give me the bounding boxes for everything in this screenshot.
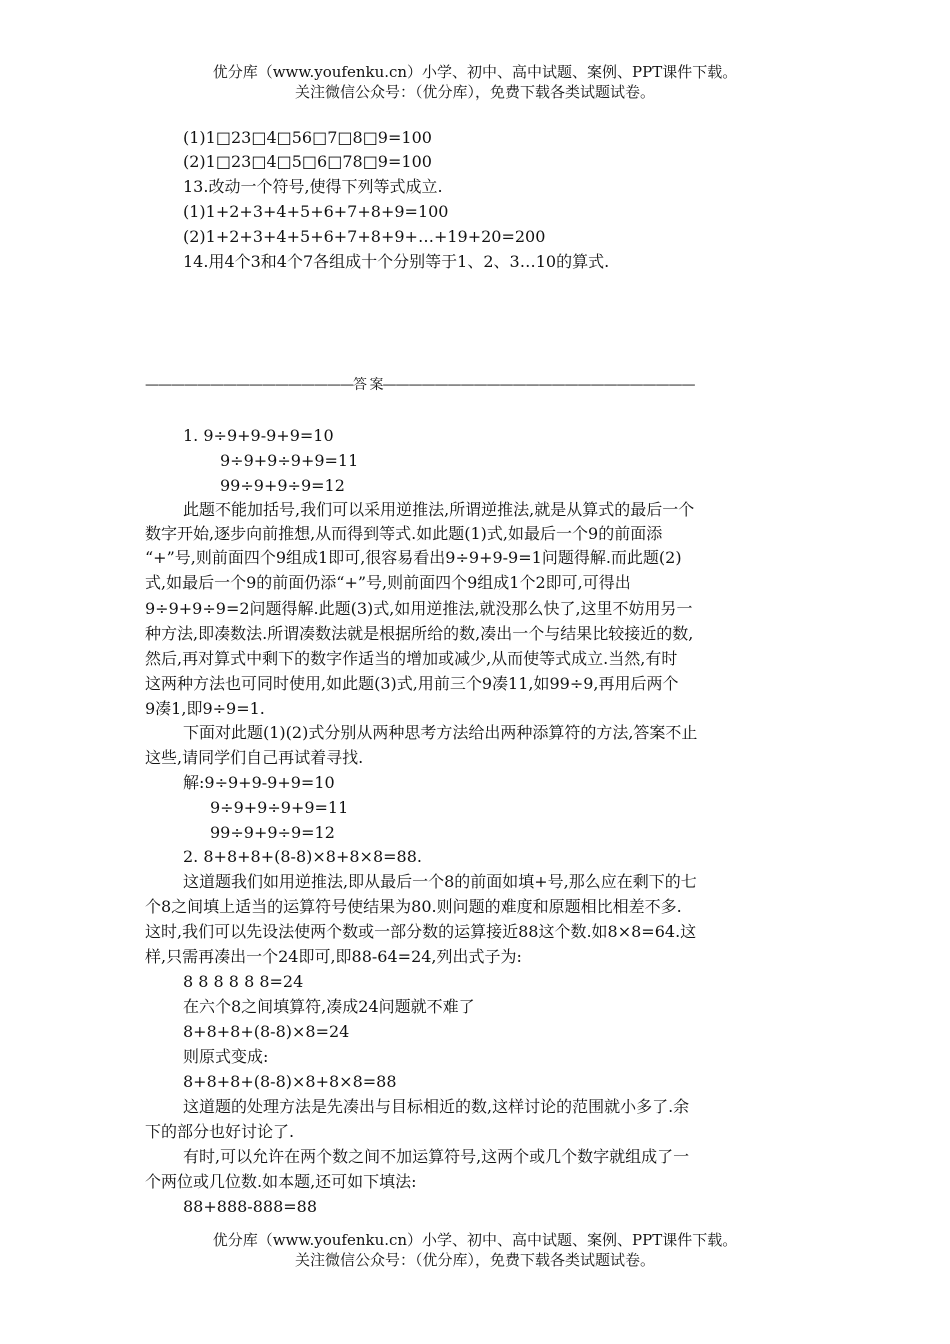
answer-line: 此题不能加括号,我们可以采用逆推法,所谓逆推法,就是从算式的最后一个: [183, 500, 695, 519]
question-line: (2)1□23□4□5□6□78□9=100: [183, 152, 432, 171]
answer-line: “+”号,则前面四个9组成1即可,很容易看出9÷9+9-9=1问题得解.而此题(2): [145, 548, 682, 567]
question-line: 13.改动一个符号,使得下列等式成立.: [183, 177, 443, 196]
answer-line: 这些,请同学们自己再试着寻找.: [145, 748, 364, 767]
answer-separator: ————————————————答 案————————————————————————: [145, 377, 695, 393]
footer-line-2: 关注微信公众号：（优分库），免费下载各类试题试卷。: [294, 1251, 655, 1269]
answer-line: 个两位或几位数.如本题,还可如下填法:: [145, 1172, 417, 1191]
answer-line: 2. 8+8+8+(8-8)×8+8×8=88.: [183, 847, 422, 866]
answer-line: 9凑1,即9÷9=1.: [145, 699, 265, 718]
answer-line: 99÷9+9÷9=12: [210, 823, 335, 842]
header-line-2: 关注微信公众号：（优分库），免费下载各类试题试卷。: [294, 83, 655, 101]
answer-line: 样,只需再凑出一个24即可,即88-64=24,列出式子为:: [145, 947, 522, 966]
answer-line: 9÷9+9÷9+9=11: [210, 798, 349, 817]
page-footer: [0, 1230, 950, 1270]
answer-line: 式,如最后一个9的前面仍添“+”号,则前面四个9组成1个2即可,可得出: [145, 573, 631, 592]
question-line: (1)1+2+3+4+5+6+7+8+9=100: [183, 202, 449, 221]
footer-line-1: 优分库（www.youfenku.cn）小学、初中、高中试题、案例、PPT课件下载。: [212, 1231, 738, 1249]
answer-line: 这道题的处理方法是先凑出与目标相近的数,这样讨论的范围就小多了.余: [183, 1097, 690, 1116]
answer-line: 9÷9+9÷9+9=11: [220, 451, 359, 470]
answer-line: 99÷9+9÷9=12: [220, 476, 345, 495]
answer-line: 有时,可以允许在两个数之间不加运算符号,这两个或几个数字就组成了一: [183, 1147, 690, 1166]
answer-line: 1. 9÷9+9-9+9=10: [183, 426, 334, 445]
answer-line: 88+888-888=88: [183, 1197, 318, 1216]
answer-line: 解:9÷9+9-9+9=10: [183, 773, 335, 792]
answer-line: 下面对此题(1)(2)式分别从两种思考方法给出两种添算符的方法,答案不止: [183, 723, 698, 742]
answer-line: 个8之间填上适当的运算符号使结果为80.则问题的难度和原题相比相差不多.: [145, 897, 682, 916]
question-line: (2)1+2+3+4+5+6+7+8+9+…+19+20=200: [183, 227, 546, 246]
answer-line: 9÷9+9÷9=2问题得解.此题(3)式,如用逆推法,就没那么快了,这里不妨用另一: [145, 599, 693, 618]
answer-line: 8+8+8+(8-8)×8=24: [183, 1022, 350, 1041]
answer-line: 这道题我们如用逆推法,即从最后一个8的前面如填+号,那么应在剩下的七: [183, 872, 697, 891]
header-line-1: 优分库（www.youfenku.cn）小学、初中、高中试题、案例、PPT课件下载。: [212, 63, 738, 81]
page-header: [0, 62, 950, 102]
answer-line: 8+8+8+(8-8)×8+8×8=88: [183, 1072, 397, 1091]
answer-line: 这两种方法也可同时使用,如此题(3)式,用前三个9凑11,如99÷9,再用后两个: [145, 674, 679, 693]
answer-line: 8 8 8 8 8 8=24: [183, 972, 304, 991]
answer-line: 则原式变成:: [183, 1047, 269, 1066]
answer-line: 下的部分也好讨论了.: [145, 1122, 295, 1141]
answer-line: 在六个8之间填算符,凑成24问题就不难了: [183, 997, 475, 1016]
answer-line: 种方法,即凑数法.所谓凑数法就是根据所给的数,凑出一个与结果比较接近的数,: [145, 624, 694, 643]
answer-line: 这时,我们可以先设法使两个数或一部分数的运算接近88这个数.如8×8=64.这: [145, 922, 697, 941]
answer-line: 然后,再对算式中剩下的数字作适当的增加或减少,从而使等式成立.当然,有时: [145, 649, 678, 668]
question-line: (1)1□23□4□56□7□8□9=100: [183, 128, 432, 147]
question-line: 14.用4个3和4个7各组成十个分别等于1、2、3…10的算式.: [183, 252, 610, 271]
answer-line: 数字开始,逐步向前推想,从而得到等式.如此题(1)式,如最后一个9的前面添: [145, 524, 663, 543]
